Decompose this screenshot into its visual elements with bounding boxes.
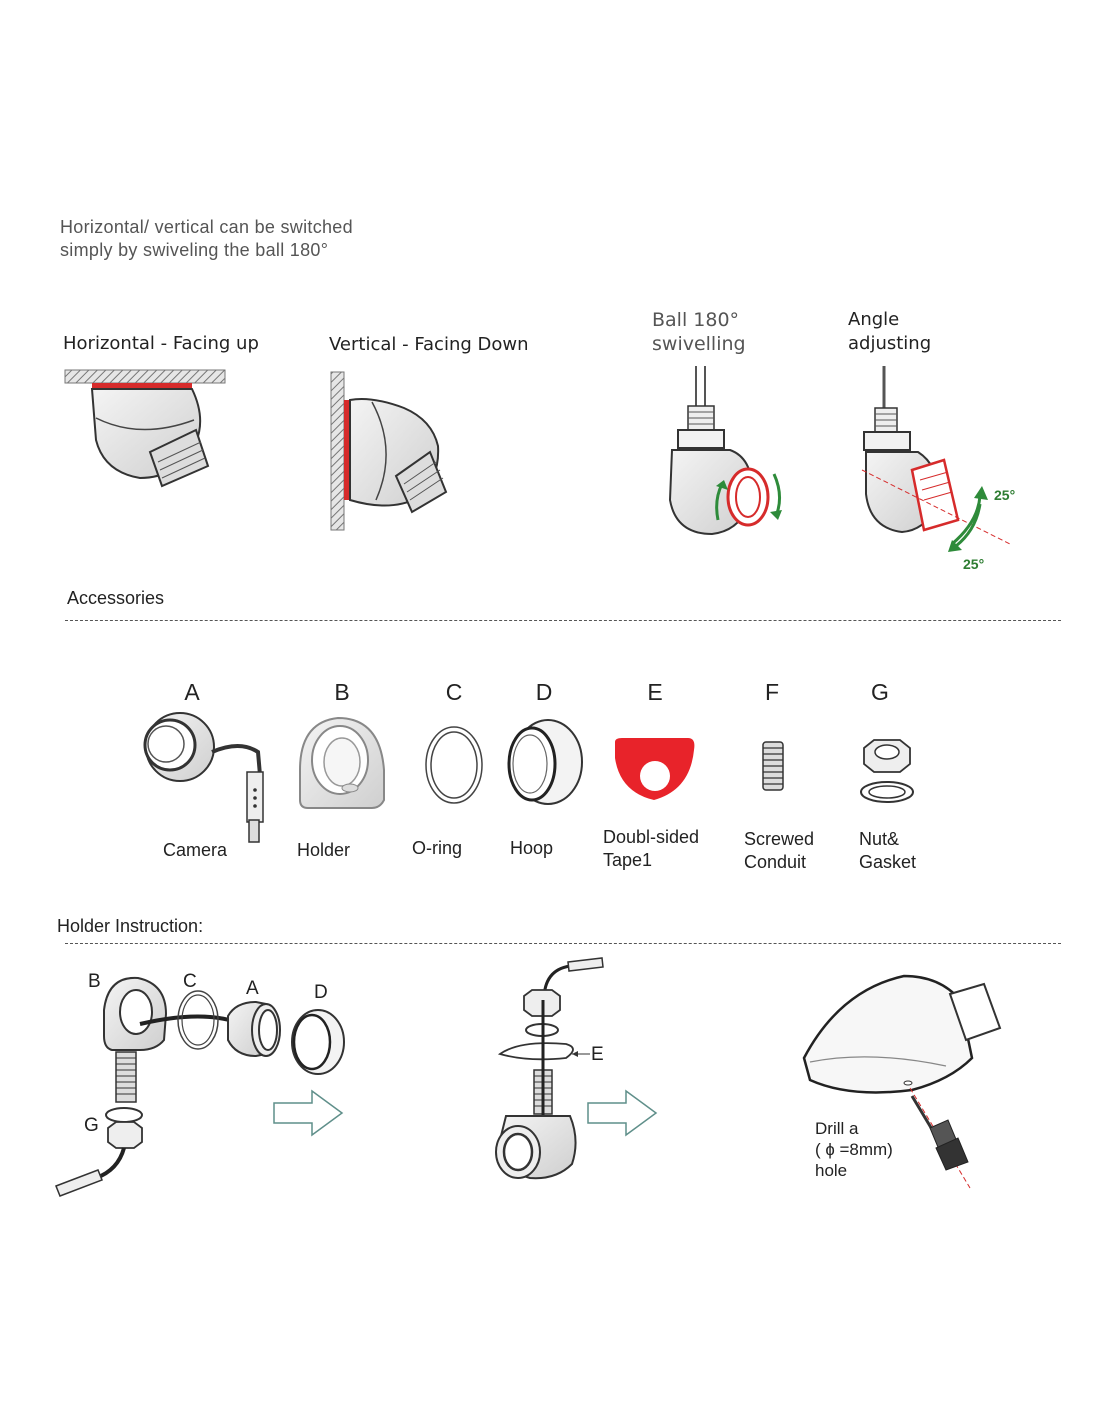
drilling-illustration xyxy=(804,976,1000,1188)
intro-text: Horizontal/ vertical can be switched simply by swiveling the ball 180° xyxy=(60,217,353,260)
accessory-hoop-illustration xyxy=(509,720,582,804)
ball-swivel-illustration xyxy=(670,366,782,534)
accessory-name-nut-gasket: Nut& Gasket xyxy=(859,829,917,872)
callout-c: C xyxy=(183,971,197,992)
holder-instruction-heading: Holder Instruction: xyxy=(57,916,204,936)
callout-b: B xyxy=(88,971,101,992)
accessory-letter-a: A xyxy=(184,679,200,705)
assembly-exploded-illustration xyxy=(56,978,344,1196)
step-arrow-1 xyxy=(274,1091,342,1135)
accessory-name-camera: Camera xyxy=(163,840,228,860)
accessory-camera-illustration xyxy=(145,713,263,842)
accessory-oring-illustration xyxy=(426,727,482,803)
assembly-installed-illustration xyxy=(496,958,603,1178)
accessory-conduit-illustration xyxy=(763,742,783,790)
angle-up-label: 25° xyxy=(994,487,1016,503)
vertical-mount-illustration xyxy=(331,372,446,530)
accessory-letter-g: G xyxy=(871,679,889,705)
accessory-letter-b: B xyxy=(334,679,350,705)
angle-down-label: 25° xyxy=(963,556,985,572)
accessory-letter-f: F xyxy=(764,679,780,705)
accessory-name-tape: Doubl-sided Tape1 xyxy=(603,827,700,870)
callout-d: D xyxy=(314,982,328,1003)
accessory-tape-illustration xyxy=(615,738,694,800)
ball-swivel-label: Ball 180° swivelling xyxy=(652,309,746,355)
accessory-letter-c: C xyxy=(445,679,463,705)
callout-e: E xyxy=(591,1044,604,1065)
accessory-letter-e: E xyxy=(647,679,663,705)
accessory-name-hoop: Hoop xyxy=(510,838,554,858)
step-arrow-2 xyxy=(588,1091,656,1135)
accessory-holder-illustration xyxy=(300,718,384,808)
drill-instruction: Drill a ( ɸ =8mm) hole xyxy=(815,1119,893,1180)
accessory-nut-gasket-illustration xyxy=(861,740,913,802)
angle-adjust-label: Angle adjusting xyxy=(848,309,932,354)
accessory-name-oring: O-ring xyxy=(412,838,463,858)
accessory-name-conduit: Screwed Conduit xyxy=(744,829,815,872)
callout-g: G xyxy=(84,1115,99,1136)
accessory-name-holder: Holder xyxy=(297,840,351,860)
accessories-heading: Accessories xyxy=(67,588,165,608)
vertical-mode-label: Vertical - Facing Down xyxy=(329,334,529,355)
horizontal-mount-illustration xyxy=(65,370,225,486)
accessory-letter-d: D xyxy=(535,679,553,705)
horizontal-mode-label: Horizontal - Facing up xyxy=(63,333,259,354)
angle-adjust-illustration xyxy=(862,366,1010,552)
callout-a: A xyxy=(246,978,259,999)
